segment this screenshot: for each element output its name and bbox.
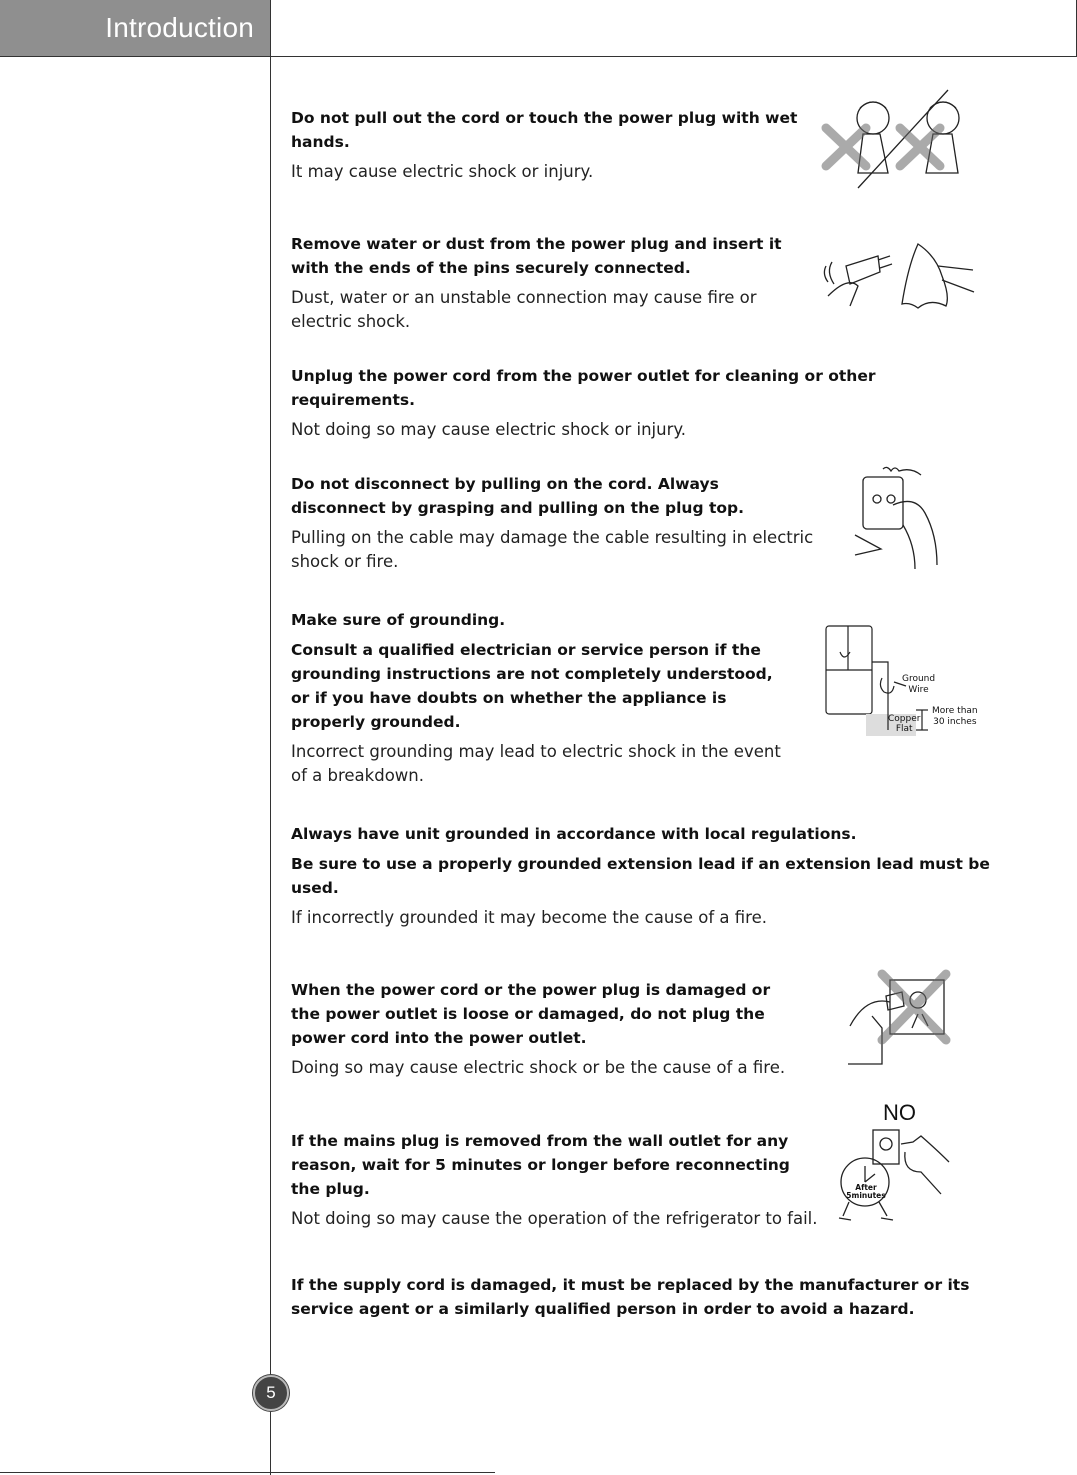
warning-body: Dust, water or an unstable connection may cause fire or electric shock. (291, 288, 757, 331)
warning-wet-hands (291, 106, 797, 184)
warning-wait-5-minutes (291, 1129, 818, 1231)
warning-heading: Always have unit grounded in accordance with local regulations. (291, 825, 857, 843)
warning-supply-cord-replacement (291, 1273, 969, 1327)
warning-heading: If the mains plug is removed from the wall outlet for any reason, wait for 5 minutes or longer before reconnecting the plug. (291, 1132, 790, 1198)
warning-heading: When the power cord or the power plug is damaged or the power outlet is loose or damaged, do not plug the power cord into the power outlet. (291, 981, 771, 1047)
warning-body: Not doing so may cause electric shock or injury. (291, 420, 687, 439)
damaged-outlet-illustration (842, 966, 954, 1072)
wet-hands-illustration (818, 88, 978, 193)
warning-body: If incorrectly grounded it may become the cause of a fire. (291, 908, 768, 927)
warning-heading-2: Be sure to use a properly grounded extension lead if an extension lead must be used. (291, 855, 990, 897)
warning-heading: Do not disconnect by pulling on the cord. Always disconnect by grasping and pulling on the plug top. (291, 475, 744, 517)
section-title: Introduction (105, 12, 254, 43)
section-tab (0, 0, 271, 56)
warning-body: It may cause electric shock or injury. (291, 162, 594, 181)
warning-body: Pulling on the cable may damage the cable resulting in electric shock or fire. (291, 528, 814, 571)
distance-label: More than 30 inches (932, 706, 978, 727)
warning-unplug-cleaning (291, 364, 876, 442)
pull-plug-illustration (853, 465, 943, 570)
after-5-minutes-label: After 5minutes (846, 1183, 886, 1200)
warning-body: Doing so may cause electric shock or be the cause of a fire. (291, 1058, 786, 1077)
warning-damaged-cord (291, 978, 785, 1080)
header-divider-left (0, 56, 270, 57)
clean-plug-illustration (818, 236, 978, 316)
grounding-illustration (822, 622, 980, 738)
warning-dust-plug (291, 232, 782, 334)
no-sign-label: NO (883, 1100, 916, 1125)
warning-pull-cord (291, 472, 813, 574)
wait-5-minutes-illustration (825, 1100, 955, 1246)
header-divider (270, 56, 1077, 57)
page-number: 5 (253, 1375, 289, 1411)
warning-heading: Unplug the power cord from the power outlet for cleaning or other requirements. (291, 367, 876, 409)
warning-grounding (291, 608, 781, 788)
warning-body: Incorrect grounding may lead to electric shock in the event of a breakdown. (291, 742, 781, 785)
footer-rule (0, 1472, 495, 1473)
warning-body: Not doing so may cause the operation of the refrigerator to fail. (291, 1209, 818, 1228)
warning-heading: Remove water or dust from the power plug and insert it with the ends of the pins securely connected. (291, 235, 782, 277)
warning-local-regulations (291, 822, 990, 930)
warning-heading: Do not pull out the cord or touch the power plug with wet hands. (291, 109, 798, 151)
warning-heading: If the supply cord is damaged, it must be replaced by the manufacturer or its service agent or a similarly qualified person in order to avoid a hazard. (291, 1276, 970, 1318)
warning-heading-2: Consult a qualified electrician or service person if the grounding instructions are not completely understood, or if you have doubts on whether the appliance is properly grounded. (291, 641, 773, 731)
warning-heading: Make sure of grounding. (291, 611, 506, 629)
ground-wire-label: Ground Wire (902, 674, 936, 695)
margin-rule (270, 56, 271, 1475)
copper-flat-label: Copper Flat (888, 714, 921, 734)
